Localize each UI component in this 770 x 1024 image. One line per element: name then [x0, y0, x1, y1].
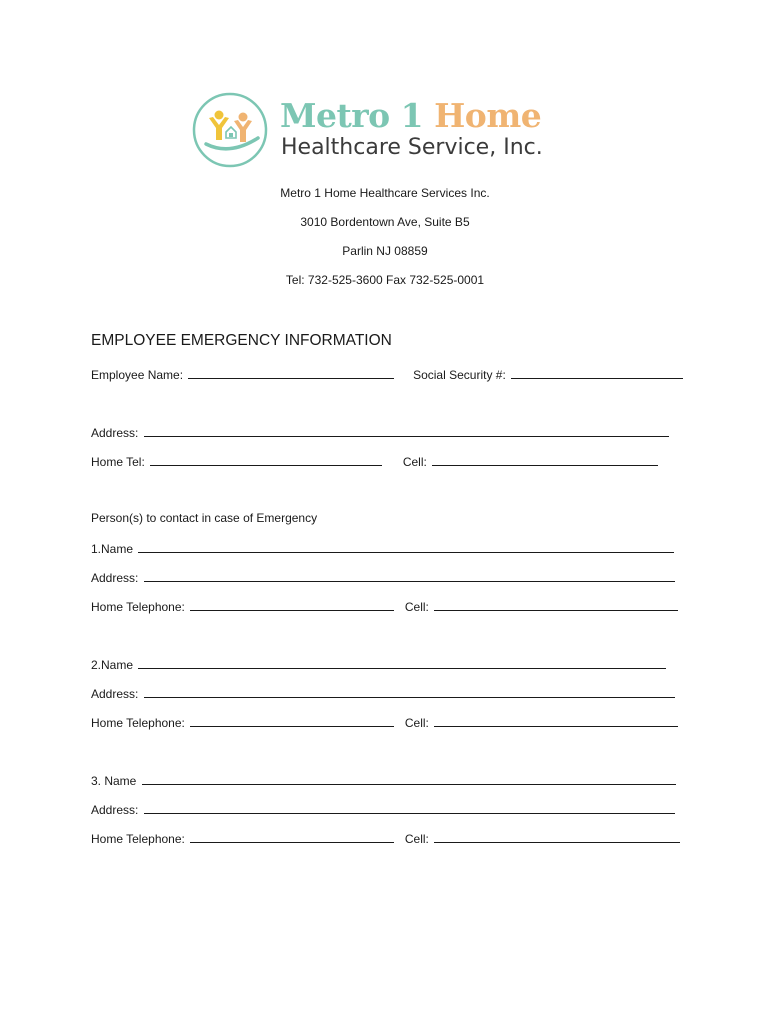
ssn-field[interactable] [511, 366, 683, 379]
contact-2-phone-field[interactable] [190, 714, 394, 727]
contact-3-phone-field[interactable] [190, 830, 394, 843]
logo-title-part2: Home [434, 96, 542, 135]
contact-3-address-label: Address: [91, 803, 139, 817]
logo-family-house-icon [192, 92, 268, 168]
employee-phone-row [91, 453, 658, 469]
home-tel-label: Home Tel: [91, 455, 145, 469]
home-tel-field[interactable] [150, 453, 382, 466]
contact-2-cell-field[interactable] [434, 714, 678, 727]
logo-subtitle: Healthcare Service, Inc. [281, 135, 543, 160]
ssn-label: Social Security #: [413, 368, 506, 382]
phone-fax-line: Tel: 732-525-3600 Fax 732-525-0001 [285, 273, 485, 287]
contact-2-address-field[interactable] [144, 685, 675, 698]
company-name-line: Metro 1 Home Healthcare Services Inc. [280, 186, 490, 200]
contact-1-name-label: 1.Name [91, 542, 134, 556]
contact-1-phone-label: Home Telephone: [91, 600, 185, 614]
employee-name-label: Employee Name: [91, 368, 184, 382]
employee-address-field[interactable] [144, 424, 669, 437]
contact-1-cell-label: Cell: [404, 600, 429, 614]
employee-name-field[interactable] [188, 366, 394, 379]
contact-1-address-row [91, 569, 675, 585]
contact-3-name-row [91, 772, 676, 788]
contact-2-address-row [91, 685, 675, 701]
contact-1-name-field[interactable] [138, 540, 674, 553]
contact-1-address-label: Address: [91, 571, 139, 585]
contact-2-name-field[interactable] [138, 656, 666, 669]
contact-3-phone-row [91, 830, 680, 846]
contact-2-name-row [91, 656, 666, 672]
contact-1-name-row [91, 540, 674, 556]
employee-row [91, 366, 683, 382]
street-address-line: 3010 Bordentown Ave, Suite B5 [300, 215, 470, 229]
contact-1-address-field[interactable] [144, 569, 675, 582]
contact-2-name-label: 2.Name [91, 658, 134, 672]
contact-1-cell-field[interactable] [434, 598, 678, 611]
contact-3-cell-label: Cell: [404, 832, 429, 846]
form-title: EMPLOYEE EMERGENCY INFORMATION [91, 332, 392, 349]
contacts-heading: Person(s) to contact in case of Emergency [91, 511, 318, 525]
cell-label: Cell: [402, 455, 427, 469]
employee-address-row [91, 424, 669, 440]
city-state-zip-line: Parlin NJ 08859 [342, 244, 428, 258]
contact-2-cell-label: Cell: [404, 716, 429, 730]
contact-3-address-field[interactable] [144, 801, 675, 814]
contact-1-phone-row [91, 598, 678, 614]
logo-title [280, 96, 541, 135]
contact-2-address-label: Address: [91, 687, 139, 701]
contact-3-phone-label: Home Telephone: [91, 832, 185, 846]
contact-3-name-field[interactable] [142, 772, 676, 785]
employee-address-label: Address: [91, 426, 139, 440]
contact-2-phone-row [91, 714, 678, 730]
contact-2-phone-label: Home Telephone: [91, 716, 185, 730]
cell-field[interactable] [432, 453, 658, 466]
logo-title-part1: Metro 1 [280, 96, 424, 135]
contact-3-cell-field[interactable] [434, 830, 680, 843]
contact-3-address-row [91, 801, 675, 817]
contact-3-name-label: 3. Name [91, 774, 137, 788]
company-logo [192, 92, 592, 174]
contact-1-phone-field[interactable] [190, 598, 394, 611]
